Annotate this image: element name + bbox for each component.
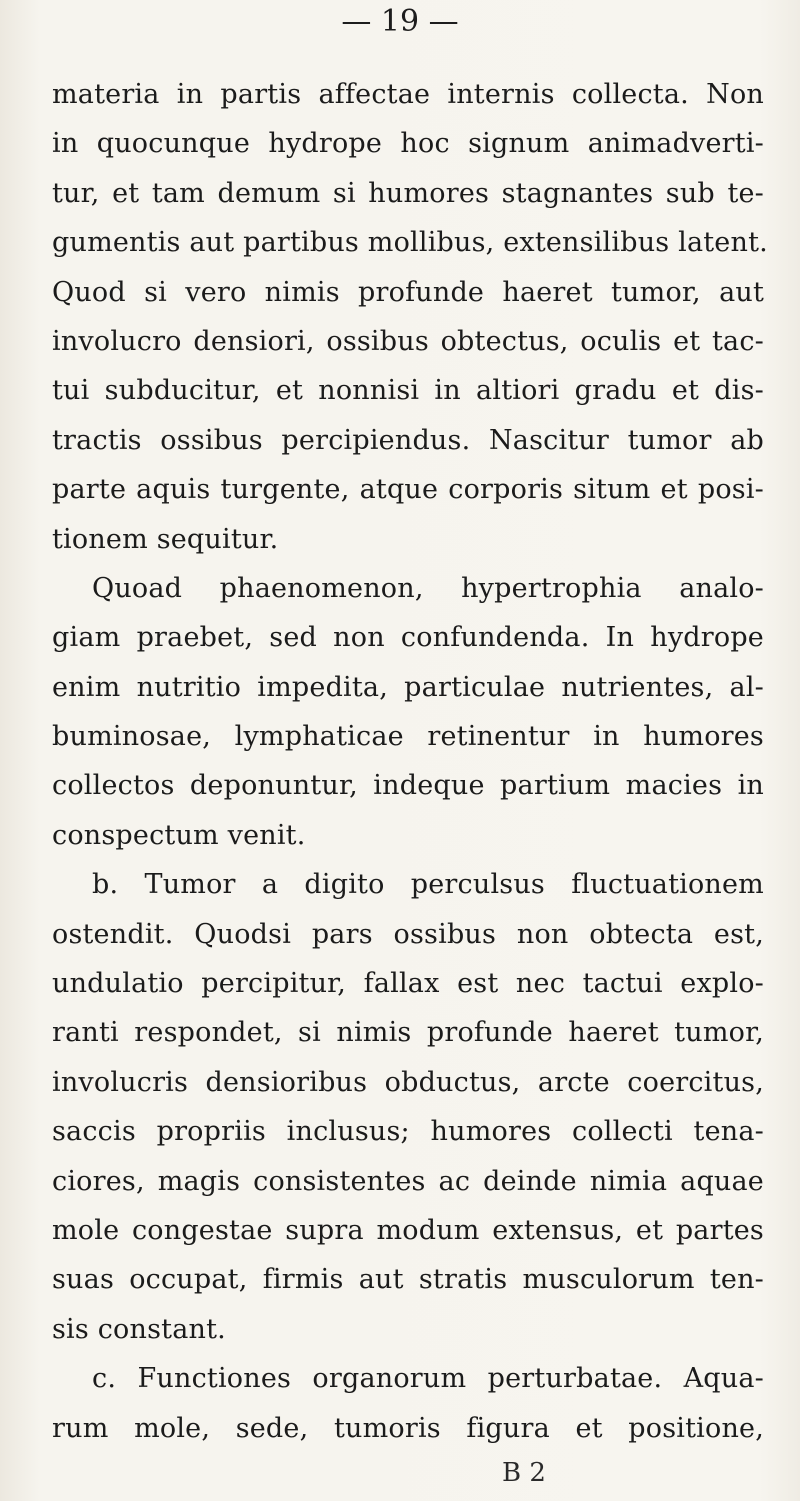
text-line: ostendit. Quodsi pars ossibus non obtecta est, <box>52 918 764 950</box>
page-number-header: — 19 — <box>341 4 459 39</box>
text-line: involucro densiori, ossibus obtectus, oculis et tac- <box>52 325 764 357</box>
text-line: in quocunque hydrope hoc signum animadverti- <box>52 128 764 160</box>
text-line: rum mole, sede, tumoris figura et positione, <box>52 1412 764 1444</box>
text-line: tur, et tam demum si humores stagnantes sub te- <box>52 177 764 209</box>
text-line: collectos deponuntur, indeque partium macies in <box>52 770 764 802</box>
text-line: undulatio percipitur, fallax est nec tactui explo- <box>52 968 764 1000</box>
text-line: tionem sequitur. <box>52 523 279 555</box>
text-line: ranti respondet, si nimis profunde haeret tumor, <box>52 1017 764 1049</box>
text-line: conspectum venit. <box>52 819 306 851</box>
text-line: mole congestae supra modum extensus, et partes <box>52 1214 764 1246</box>
text-line: giam praebet, sed non confundenda. In hydrope <box>52 622 764 654</box>
text-line: gumentis aut partibus mollibus, extensilibus latent. <box>52 227 768 259</box>
signature-mark: B 2 <box>502 1458 546 1488</box>
text-line: enim nutritio impedita, particulae nutrientes, al- <box>52 671 764 703</box>
text-line: materia in partis affectae internis collecta. Non <box>52 79 764 110</box>
text-line: sis constant. <box>52 1313 226 1345</box>
text-line: b. Tumor a digito perculsus fluctuationem <box>92 869 764 901</box>
body-text <box>52 70 768 1453</box>
text-line: saccis propriis inclusus; humores collecti tena- <box>52 1116 764 1148</box>
text-line: Quod si vero nimis profunde haeret tumor, aut <box>52 276 764 308</box>
text-line: involucris densioribus obductus, arcte coercitus, <box>52 1066 764 1098</box>
text-line: ciores, magis consistentes ac deinde nimia aquae <box>52 1165 764 1197</box>
text-line: tui subducitur, et nonnisi in altiori gradu et dis- <box>52 375 764 407</box>
text-line: Quoad phaenomenon, hypertrophia analo- <box>92 572 764 604</box>
text-line: c. Functiones organorum perturbatae. Aqua- <box>92 1363 764 1395</box>
text-line: parte aquis turgente, atque corporis situm et posi- <box>52 474 764 506</box>
text-line: suas occupat, firmis aut stratis musculorum ten- <box>52 1264 764 1296</box>
text-line: tractis ossibus percipiendus. Nascitur tumor ab <box>52 424 764 456</box>
text-line: buminosae, lymphaticae retinentur in humores <box>52 721 764 753</box>
